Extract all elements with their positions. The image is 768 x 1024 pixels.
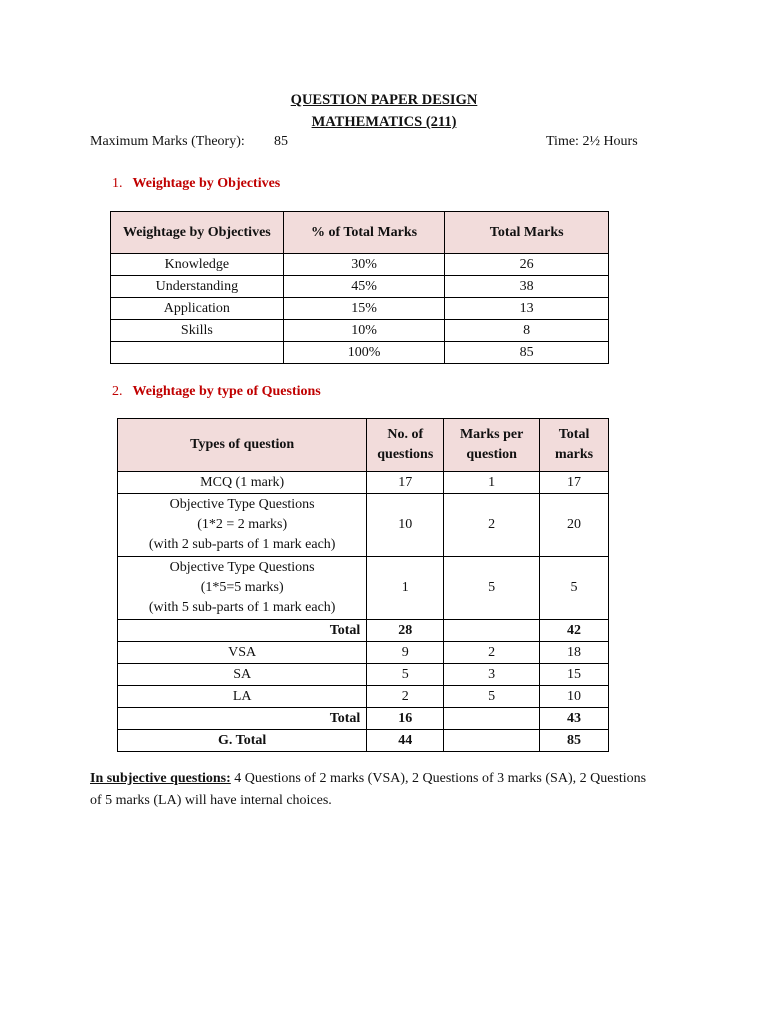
- marks-per-cell: 2: [444, 494, 540, 557]
- total-marks-cell: 10: [540, 686, 609, 708]
- max-marks-value: 85: [274, 134, 288, 149]
- table-cell: 15%: [283, 298, 445, 320]
- table-row: [118, 686, 609, 708]
- table-cell: 10%: [283, 320, 445, 342]
- table-subtotal-row: [118, 708, 609, 730]
- table-header-row: [111, 212, 609, 254]
- num-questions-cell: 9: [367, 642, 444, 664]
- question-type-line: (with 2 sub-parts of 1 mark each): [148, 537, 336, 552]
- table-cell: 8: [445, 320, 609, 342]
- table-cell: Application: [111, 298, 284, 320]
- question-type-cell: [118, 557, 367, 620]
- num-questions-cell: 10: [367, 494, 444, 557]
- marks-per-cell: [444, 730, 540, 752]
- question-type-line: (1*5=5 marks): [200, 580, 284, 595]
- table-cell: 26: [445, 254, 609, 276]
- column-header: No. of questions: [367, 419, 444, 472]
- question-type-cell: [118, 494, 367, 557]
- column-header: % of Total Marks: [283, 212, 445, 254]
- num-questions-cell: 1: [367, 557, 444, 620]
- num-questions-cell: 17: [367, 472, 444, 494]
- section-label: Weightage by Objectives: [132, 176, 281, 191]
- question-types-table: [117, 418, 609, 752]
- num-questions-cell: 5: [367, 664, 444, 686]
- table-subtotal-row: [118, 620, 609, 642]
- table-row: [118, 472, 609, 494]
- subject-title: MATHEMATICS (211): [311, 114, 457, 130]
- question-type-cell: SA: [118, 664, 367, 686]
- total-marks-cell: 42: [540, 620, 609, 642]
- section-heading-objectives: [112, 176, 280, 192]
- table-row: [118, 642, 609, 664]
- table-row: [118, 664, 609, 686]
- section-label: Weightage by type of Questions: [132, 384, 321, 399]
- question-type-cell: LA: [118, 686, 367, 708]
- table-cell: Skills: [111, 320, 284, 342]
- time-allowed: Time: 2½ Hours: [546, 134, 638, 149]
- table-cell: 13: [445, 298, 609, 320]
- table-row: [111, 254, 609, 276]
- marks-per-cell: 5: [444, 686, 540, 708]
- subjective-note: [90, 768, 650, 812]
- question-type-line: Objective Type Questions: [169, 560, 315, 575]
- column-header: Marks per question: [444, 419, 540, 472]
- marks-per-cell: 3: [444, 664, 540, 686]
- total-marks-cell: 20: [540, 494, 609, 557]
- num-questions-cell: 28: [367, 620, 444, 642]
- column-header: Total marks: [540, 419, 609, 472]
- question-type-cell: MCQ (1 mark): [118, 472, 367, 494]
- question-type-cell: VSA: [118, 642, 367, 664]
- table-cell: 38: [445, 276, 609, 298]
- objectives-table: [110, 211, 609, 364]
- table-cell: 100%: [283, 342, 445, 364]
- column-header: Weightage by Objectives: [111, 212, 284, 254]
- marks-per-cell: 2: [444, 642, 540, 664]
- column-header: Types of question: [118, 419, 367, 472]
- note-lead: In subjective questions:: [90, 771, 231, 786]
- table-row: [118, 557, 609, 620]
- section-number: 2.: [112, 384, 123, 399]
- table-row: [118, 494, 609, 557]
- total-marks-cell: 85: [540, 730, 609, 752]
- table-cell: 85: [445, 342, 609, 364]
- table-header-row: [118, 419, 609, 472]
- num-questions-cell: 44: [367, 730, 444, 752]
- subtotal-label: Total: [118, 708, 367, 730]
- note-text: 4 Questions of 2 marks (VSA), 2 Questions of 3 marks (SA), 2 Questions of 5 marks (LA) will have internal choices.: [90, 771, 647, 808]
- table-cell: Understanding: [111, 276, 284, 298]
- num-questions-cell: 2: [367, 686, 444, 708]
- table-grand-total-row: [118, 730, 609, 752]
- question-type-line: (1*2 = 2 marks): [197, 517, 288, 532]
- table-row: [111, 320, 609, 342]
- marks-per-cell: [444, 620, 540, 642]
- total-marks-cell: 18: [540, 642, 609, 664]
- question-type-line: (with 5 sub-parts of 1 mark each): [148, 600, 336, 615]
- table-row: [111, 276, 609, 298]
- total-marks-cell: 43: [540, 708, 609, 730]
- total-marks-cell: 17: [540, 472, 609, 494]
- section-heading-question-types: [112, 384, 321, 400]
- table-cell: Knowledge: [111, 254, 284, 276]
- table-cell: [111, 342, 284, 364]
- subtotal-label: Total: [118, 620, 367, 642]
- total-marks-cell: 5: [540, 557, 609, 620]
- max-marks-label: Maximum Marks (Theory):: [90, 134, 245, 149]
- num-questions-cell: 16: [367, 708, 444, 730]
- table-row: [111, 298, 609, 320]
- marks-per-cell: 5: [444, 557, 540, 620]
- document-title: QUESTION PAPER DESIGN: [290, 92, 478, 108]
- table-cell: 30%: [283, 254, 445, 276]
- table-total-row: [111, 342, 609, 364]
- marks-per-cell: 1: [444, 472, 540, 494]
- question-type-line: Objective Type Questions: [169, 497, 315, 512]
- marks-per-cell: [444, 708, 540, 730]
- total-marks-cell: 15: [540, 664, 609, 686]
- table-cell: 45%: [283, 276, 445, 298]
- section-number: 1.: [112, 176, 123, 191]
- grand-total-label: G. Total: [118, 730, 367, 752]
- column-header: Total Marks: [445, 212, 609, 254]
